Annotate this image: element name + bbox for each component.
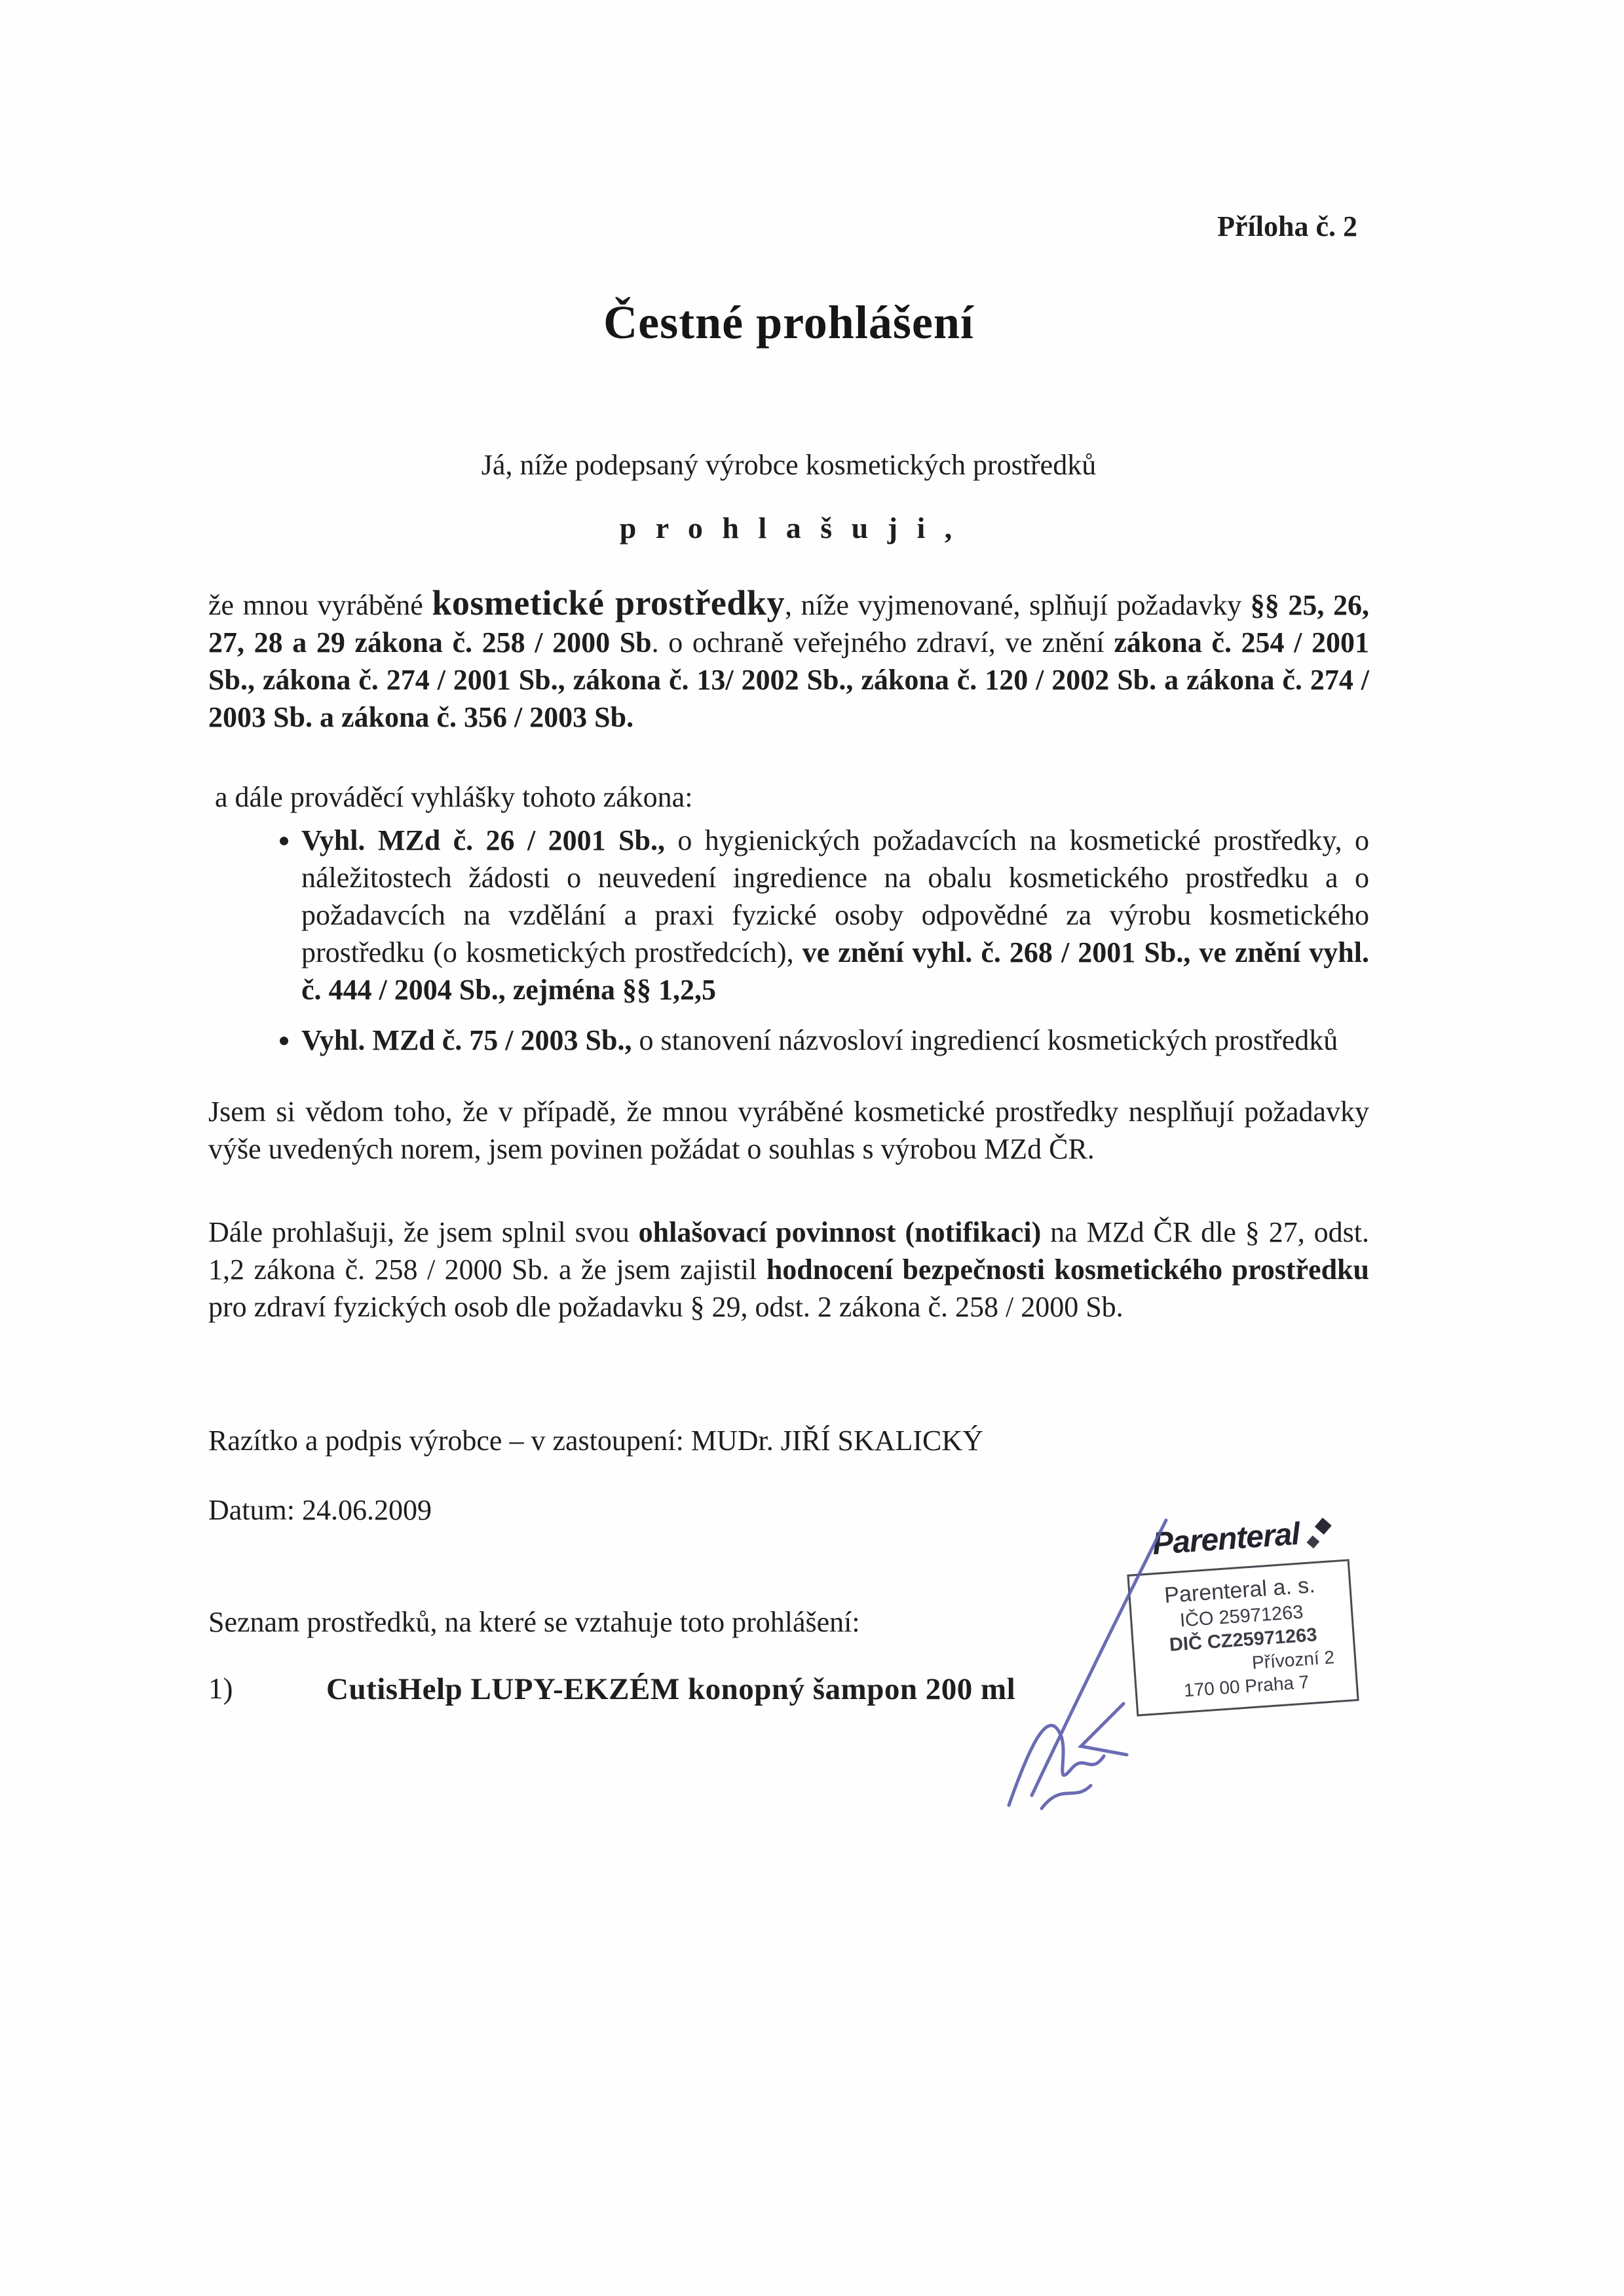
decree-item: • Vyhl. MZd č. 26 / 2001 Sb., o hygienických požadavcích na kosmetické prostředky, o náležitostech žádosti o neuvedení ingredience na obalu kosmetického prostředku a o požadavcích na vzdělání a praxi fyzické osoby odpovědné za výrobu kosmetického prostředku (o kosmetických prostředcích), ve znění vyhl. č. 268 / 2001 Sb., ve znění vyhl. č. 444 / 2004 Sb., zejména §§ 1,2,5 [301, 822, 1369, 1008]
date-line: Datum: 24.06.2009 [208, 1494, 432, 1526]
stamp-line-company: Parenteral a. s. [1163, 1573, 1316, 1609]
stamp-logo-text: Parenteral [1151, 1516, 1301, 1562]
attachment-number: Příloha č. 2 [1217, 210, 1357, 242]
product-name: CutisHelp LUPY-EKZÉM konopný šampon 200 ml [326, 1672, 1016, 1706]
notification-paragraph: Dále prohlašuji, že jsem splnil svou ohlašovací povinnost (notifikaci) na MZd ČR dle § 27, odst. 1,2 zákona č. 258 / 2000 Sb. a že jsem zajistil hodnocení bezpečnosti kosmetického prostředku pro zdraví fyzických osob dle požadavku § 29, odst. 2 zákona č. 258 / 2000 Sb. [208, 1216, 1369, 1323]
stamp-signature-line: Razítko a podpis výrobce – v zastoupení: MUDr. JIŘÍ SKALICKÝ [208, 1425, 983, 1457]
diamond-icon: ◆ [1306, 1530, 1321, 1551]
decree-list [208, 822, 1369, 1059]
product-number: 1) [208, 1672, 233, 1705]
stamp-line-ico: IČO 25971263 [1179, 1601, 1304, 1632]
intro-line: Já, níže podepsaný výrobce kosmetických prostředků [481, 449, 1097, 481]
decree-item: • Vyhl. MZd č. 75 / 2003 Sb., o stanovení názvosloví ingrediencí kosmetických prostředků [301, 1022, 1369, 1059]
company-stamp [1124, 1512, 1359, 1716]
diamond-icon: ◆ [1313, 1512, 1332, 1538]
stamp-box [1127, 1559, 1359, 1716]
stamp-line-city: 170 00 Praha 7 [1183, 1672, 1310, 1701]
law-paragraph: že mnou vyráběné kosmetické prostředky, níže vyjmenované, splňují požadavky §§ 25, 26, 27, 28 a 29 zákona č. 258 / 2000 Sb. o ochraně veřejného zdraví, ve znění zákona č. 254 / 2001 Sb., zákona č. 274 / 2001 Sb., zákona č. 13/ 2002 Sb., zákona č. 120 / 2002 Sb. a zákona č. 274 / 2003 Sb. a zákona č. 356 / 2003 Sb. [208, 583, 1369, 733]
awareness-paragraph: Jsem si vědom toho, že v případě, že mnou vyráběné kosmetické prostředky nesplňují požadavky výše uvedených norem, jsem povinen požádat o souhlas s výrobou MZd ČR. [208, 1096, 1369, 1165]
document-title: Čestné prohlášení [603, 296, 974, 349]
decrees-intro: a dále prováděcí vyhlášky tohoto zákona: [215, 781, 693, 813]
document-content [208, 210, 1369, 1707]
declaration-word: p r o h l a š u j i , [619, 511, 958, 545]
diamond-icons [1305, 1512, 1333, 1551]
stamp-line-dic: DIČ CZ25971263 [1169, 1624, 1318, 1656]
stamp-line-street: Přívozní 2 [1251, 1647, 1335, 1674]
product-list-intro: Seznam prostředků, na které se vztahuje toto prohlášení: [208, 1606, 860, 1638]
